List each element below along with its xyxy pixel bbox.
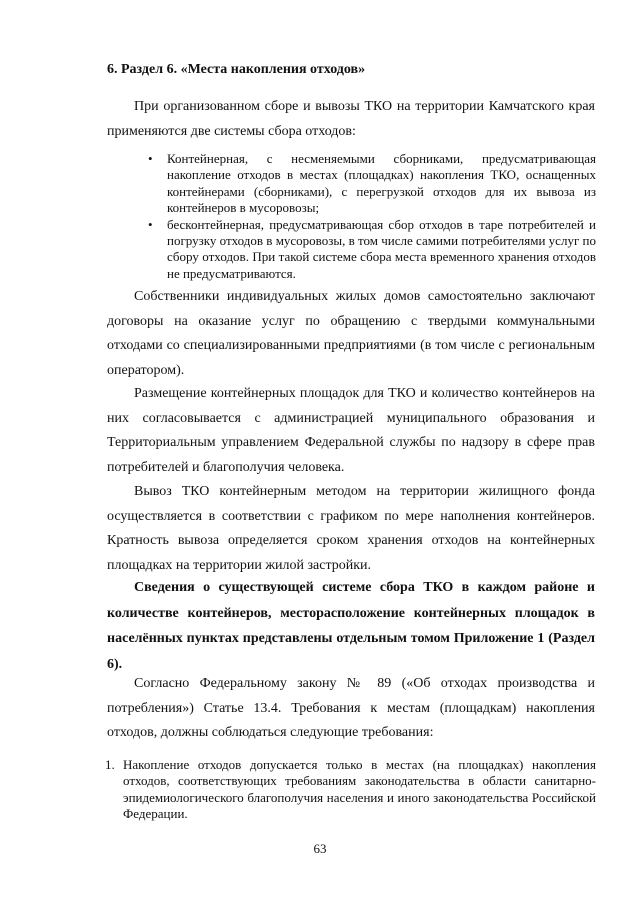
placement-paragraph: Размещение контейнерных площадок для ТКО и количество контейнеров на них согласовывается с администрацией муниципального образования и Территориальным управлением Федеральной службы по надзору в сфере прав потребителей и благополучия человека. [107,386,595,475]
list-item-text: Контейнерная, с несменяемыми сборниками, предусматривающая накопление отходов в местах (площадках) накопления ТКО, оснащенных контейнерами (сборниками), с перегрузкой отходов для их вывоза из контейнеров в мусоровозы; [167,151,596,216]
list-item [144,217,596,283]
intro-paragraph: При организованном сборе и вывозы ТКО на территории Камчатского края применяются две системы сбора отходов: [107,99,595,139]
list-item-text: бесконтейнерная, предусматривающая сбор отходов в таре потребителей и погрузку отходов в мусоровозы, в том числе самими потребителями услуг по сбору отходов. При такой системе сбора места временного хранения отходов не предусматриваются. [167,216,596,281]
bullet-icon: • [148,216,153,232]
page-number: 63 [313,841,327,856]
list-item [144,151,596,217]
owners-paragraph: Собственники индивидуальных жилых домов самостоятельно заключают договоры на оказание услуг по обращению с твердыми коммунальными отходами со специализированными предприятиями (в том числе с региональным оператором). [107,289,595,378]
requirements-list [105,757,596,823]
appendix-reference-paragraph: Сведения о существующей системе сбора ТКО в каждом районе и количестве контейнеров, месторасположение контейнерных площадок в населённых пунктах представлены отдельным томом Приложение 1 (Раздел 6). [107,580,595,672]
law-paragraph: Согласно Федеральному закону № 89 («Об отходах производства и потребления») Статье 13.4. Требования к местам (площадкам) накопления отходов, должны соблюдаться следующие требования: [107,676,595,740]
collection-systems-list [144,151,596,282]
list-item-text: Накопление отходов допускается только в местах (на площадках) накопления отходов, соответствующих требованиям законодательства в области санитарно-эпидемиологического благополучия населения и иного законодательства Российской Федерации. [123,757,596,822]
bullet-icon: • [148,151,153,166]
section-heading: 6. Раздел 6. «Места накопления отходов» [107,62,366,77]
removal-paragraph: Вывоз ТКО контейнерным методом на территории жилищного фонда осуществляется в соответствии с графиком по мере наполнения контейнеров. Кратность вывоза определяется сроком хранения отходов на контейнерных площадках на территории жилой застройки. [107,484,595,573]
list-item [105,757,596,823]
list-item-number: 1. [105,757,115,772]
